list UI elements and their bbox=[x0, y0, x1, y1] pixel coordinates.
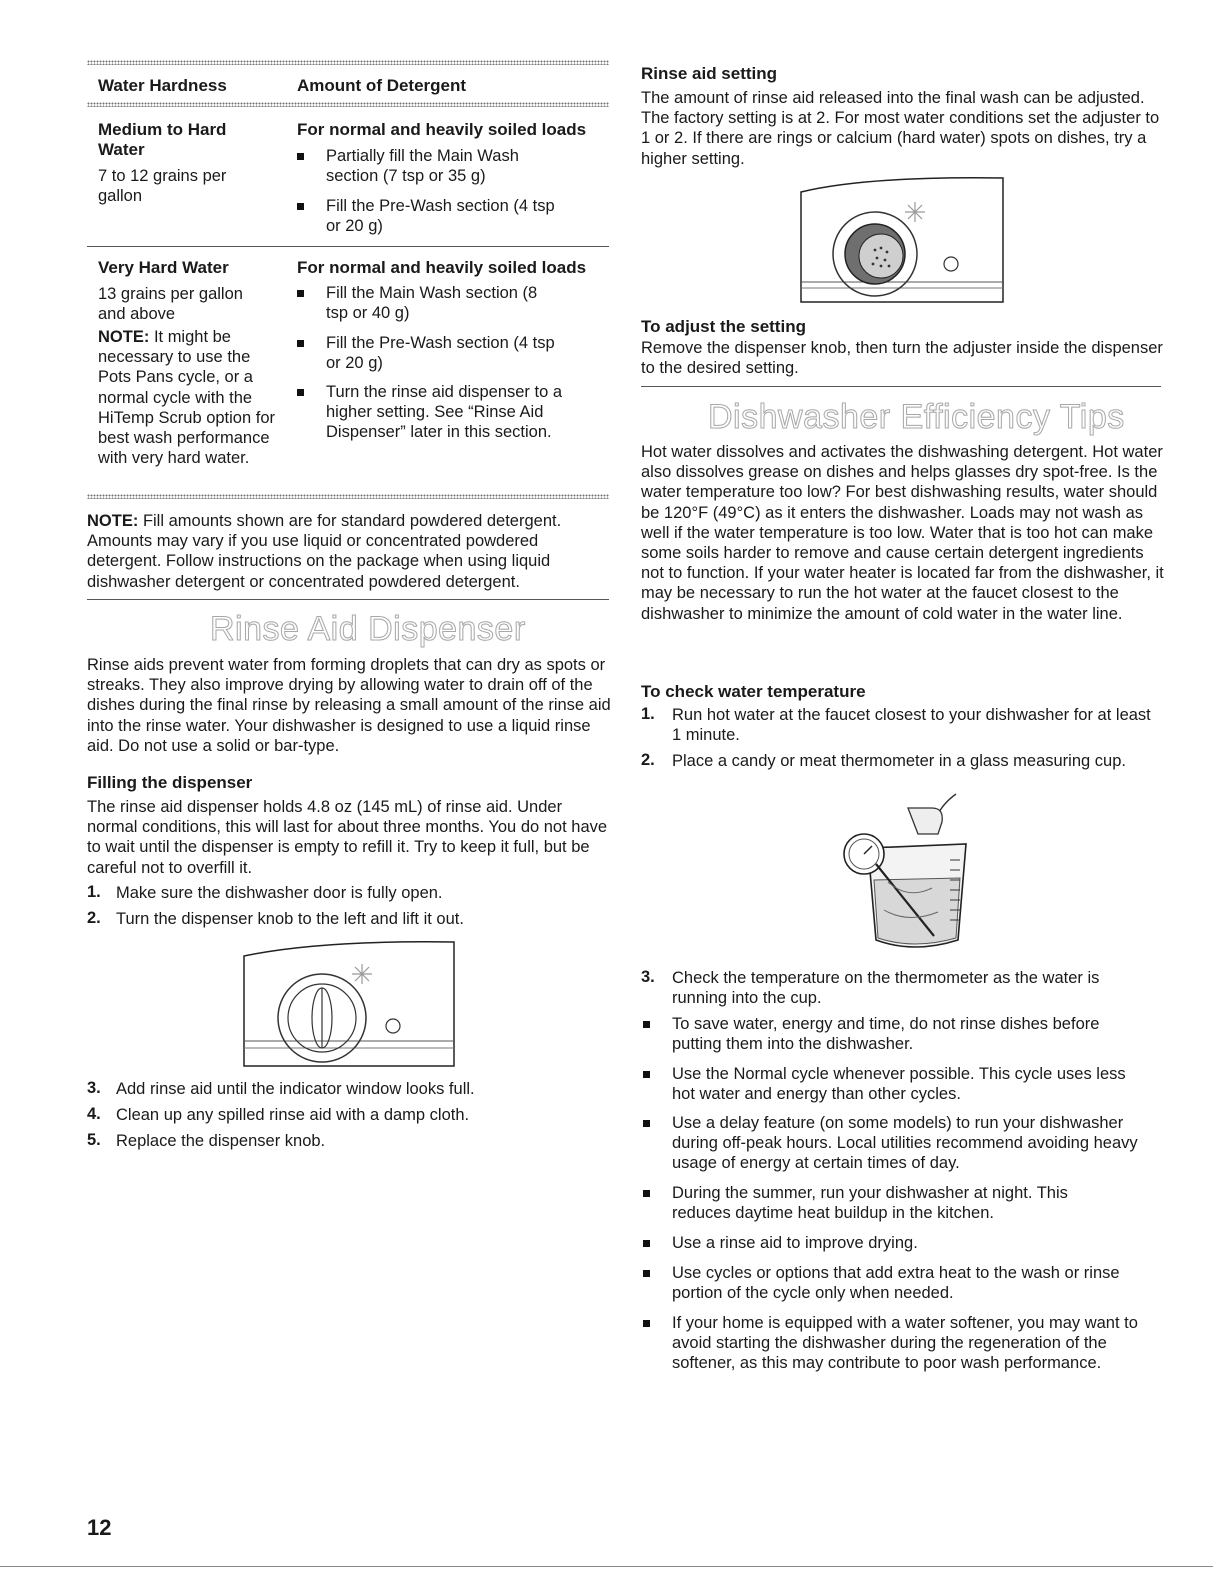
table-note-label: NOTE: bbox=[87, 512, 139, 530]
row2-load-title: For normal and heavily soiled loads bbox=[297, 258, 587, 277]
tip-item: Use cycles or options that add extra heat to the wash or rinse portion of the cycle only when needed. bbox=[672, 1264, 1120, 1303]
bullet bbox=[643, 1240, 650, 1247]
tip-item: Use a rinse aid to improve drying. bbox=[672, 1234, 918, 1252]
section-divider bbox=[641, 386, 1161, 387]
row1-hardness-title: Medium to Hard Water bbox=[98, 120, 227, 159]
row2-hardness-detail: 13 grains per gallon and above bbox=[98, 285, 243, 324]
dispenser-knob-illustration bbox=[240, 936, 460, 1072]
step-text: Make sure the dishwasher door is fully open. bbox=[116, 884, 443, 902]
row2-bullet-2: Fill the Pre-Wash section (4 tsp or 20 g) bbox=[326, 334, 555, 373]
step-text: Place a candy or meat thermometer in a glass measuring cup. bbox=[672, 752, 1126, 770]
row2-bullet-3: Turn the rinse aid dispenser to a higher setting. See “Rinse Aid Dispenser” later in this section. bbox=[326, 383, 563, 442]
adjust-text: Remove the dispenser knob, then turn the adjuster inside the dispenser to the desired setting. bbox=[641, 339, 1163, 378]
bullet bbox=[297, 290, 304, 297]
row1-load-title: For normal and heavily soiled loads bbox=[297, 120, 587, 139]
bullet bbox=[643, 1120, 650, 1127]
page-bottom-rule bbox=[0, 1566, 1213, 1567]
step-text: Run hot water at the faucet closest to your dishwasher for at least 1 minute. bbox=[672, 706, 1151, 745]
filling-text: The rinse aid dispenser holds 4.8 oz (145 mL) of rinse aid. Under normal conditions, this will last for about three months. You do not have to wait until the dispenser is empty to refill it. Try to keep it full, but be careful not to overfill it. bbox=[87, 798, 608, 877]
adjust-heading: To adjust the setting bbox=[641, 317, 806, 336]
tip-item: During the summer, run your dishwasher at night. This reduces daytime heat buildup in the kitchen. bbox=[672, 1184, 1068, 1223]
tip-item: If your home is equipped with a water softener, you may want to avoid starting the dishwasher during the regeneration of the softener, as this may contribute to poor wash performance. bbox=[672, 1314, 1138, 1373]
table-row-divider bbox=[87, 246, 609, 247]
step-number: 3. bbox=[641, 968, 655, 986]
bullet bbox=[643, 1021, 650, 1028]
thermometer-cup-illustration bbox=[838, 790, 974, 956]
row2-note bbox=[98, 327, 276, 468]
table-bottom-rule bbox=[87, 494, 609, 499]
tip-item: To save water, energy and time, do not rinse dishes before putting them into the dishwasher. bbox=[672, 1015, 1100, 1054]
rinse-setting-heading: Rinse aid setting bbox=[641, 64, 778, 83]
col-header-water-hardness: Water Hardness bbox=[98, 76, 227, 95]
col-header-amount-detergent: Amount of Detergent bbox=[297, 76, 467, 95]
page-number: 12 bbox=[87, 1515, 112, 1540]
step-number: 5. bbox=[87, 1131, 101, 1149]
rinse-setting-text: The amount of rinse aid released into the final wash can be adjusted. The factory setting is at 2. For most water conditions set the adjuster to 1 or 2. If there are rings or calcium (hard water) spots on dishes, try a higher setting. bbox=[641, 89, 1160, 168]
row2-note-label: NOTE: bbox=[98, 328, 150, 346]
step-number: 1. bbox=[87, 883, 101, 901]
row2-note-text: It might be necessary to use the Pots Pans cycle, or a normal cycle with the HiTemp Scrub option for best wash performance with very hard water. bbox=[98, 328, 275, 468]
step-text: Replace the dispenser knob. bbox=[116, 1132, 326, 1150]
step-text: Check the temperature on the thermometer as the water is running into the cup. bbox=[672, 969, 1100, 1008]
tip-item: Use the Normal cycle whenever possible. This cycle uses less hot water and energy than other cycles. bbox=[672, 1065, 1126, 1104]
step-text: Turn the dispenser knob to the left and lift it out. bbox=[116, 910, 464, 928]
rinse-adjuster-illustration bbox=[797, 174, 1009, 308]
bullet bbox=[297, 153, 304, 160]
bullet bbox=[643, 1320, 650, 1327]
step-number: 1. bbox=[641, 705, 655, 723]
bullet bbox=[297, 389, 304, 396]
bullet bbox=[643, 1071, 650, 1078]
bullet bbox=[297, 340, 304, 347]
step-text: Add rinse aid until the indicator window looks full. bbox=[116, 1080, 475, 1098]
table-top-rule bbox=[87, 60, 609, 65]
step-number: 4. bbox=[87, 1105, 101, 1123]
section-divider bbox=[87, 599, 609, 600]
rinse-aid-title: Rinse Aid Dispenser bbox=[210, 610, 526, 648]
row2-bullet-1: Fill the Main Wash section (8 tsp or 40 g) bbox=[326, 284, 538, 323]
row1-bullet-1: Partially fill the Main Wash section (7 tsp or 35 g) bbox=[326, 147, 519, 186]
filling-heading: Filling the dispenser bbox=[87, 773, 253, 792]
table-note bbox=[87, 511, 612, 592]
rinse-aid-intro: Rinse aids prevent water from forming droplets that can dry as spots or streaks. They also improve drying by allowing water to drain off of the dishes during the final rinse by releasing a small amount of the rinse aid into the rinse water. Your dishwasher is designed to use a liquid rinse aid. Do not use a solid or bar-type. bbox=[87, 656, 611, 755]
efficiency-title: Dishwasher Efficiency Tips bbox=[708, 398, 1125, 436]
tip-item: Use a delay feature (on some models) to run your dishwasher during off-peak hours. Local utilities recommend avoiding heavy usage of energy at certain times of day. bbox=[672, 1114, 1138, 1173]
row1-bullet-2: Fill the Pre-Wash section (4 tsp or 20 g) bbox=[326, 197, 555, 236]
step-number: 3. bbox=[87, 1079, 101, 1097]
table-header-rule bbox=[87, 102, 609, 107]
bullet bbox=[297, 203, 304, 210]
efficiency-intro: Hot water dissolves and activates the dishwashing detergent. Hot water also dissolves grease on dishes and helps glasses dry spot-free. Is the water temperature too low? For best dishwashing results, water should be 120°F (49°C) as it enters the dishwasher. Loads may not wash as well if the water temperature is too low. Water that is too hot can make some soils harder to remove and cause certain detergent ingredients not to function. If your water heater is located far from the dishwasher, it may be necessary to run the hot water at the faucet closest to the dishwasher to minimize the amount of cold water in the water line. bbox=[641, 443, 1164, 623]
step-number: 2. bbox=[641, 751, 655, 769]
row2-hardness-title: Very Hard Water bbox=[98, 258, 229, 277]
check-temp-heading: To check water temperature bbox=[641, 682, 866, 701]
step-number: 2. bbox=[87, 909, 101, 927]
bullet bbox=[643, 1190, 650, 1197]
table-note-text: Fill amounts shown are for standard powdered detergent. Amounts may vary if you use liquid or concentrated powdered detergent. Follow instructions on the package when using liquid dishwasher detergent or concentrated powdered detergent. bbox=[87, 512, 562, 591]
row1-hardness-detail: 7 to 12 grains per gallon bbox=[98, 167, 227, 206]
step-text: Clean up any spilled rinse aid with a damp cloth. bbox=[116, 1106, 470, 1124]
bullet bbox=[643, 1270, 650, 1277]
